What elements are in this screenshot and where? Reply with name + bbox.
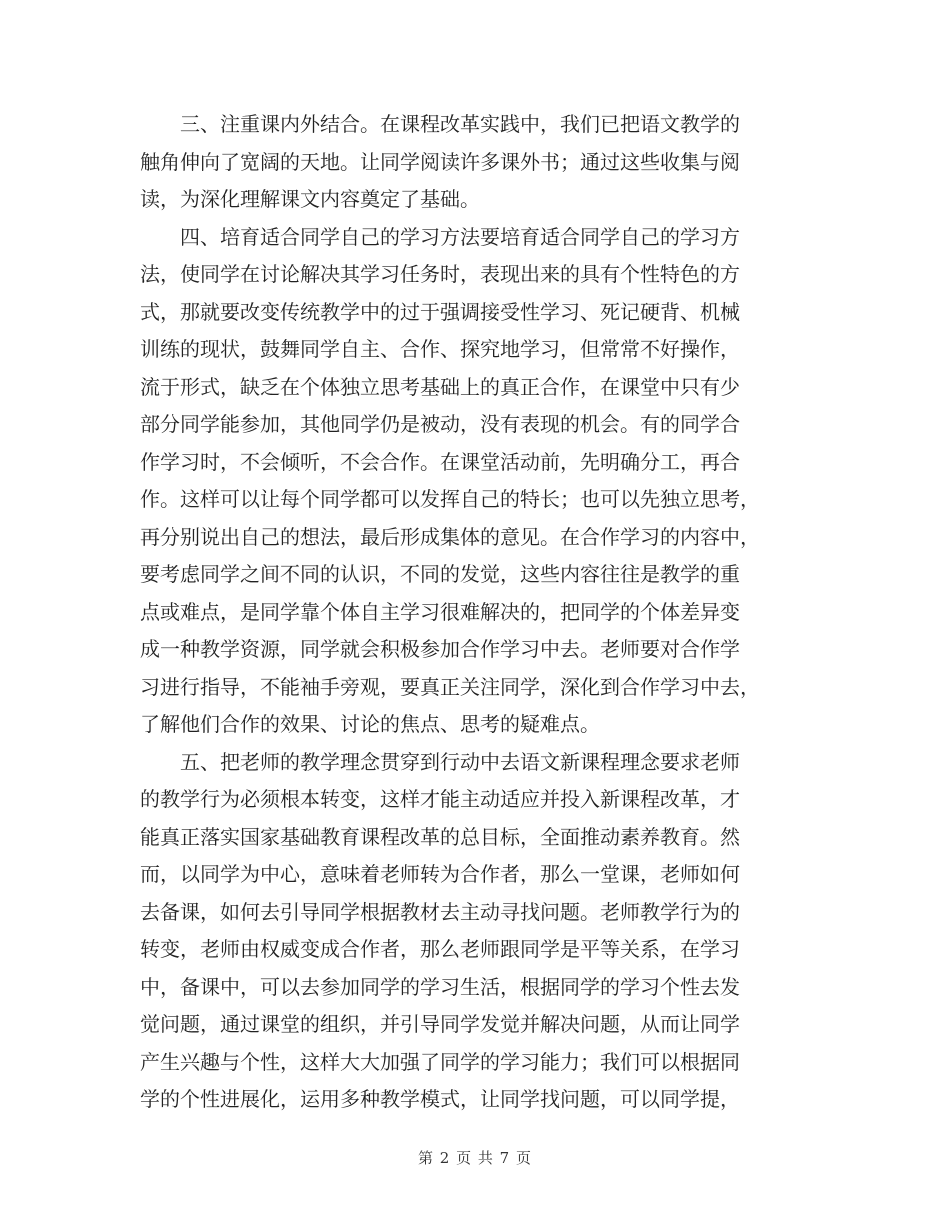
text-line: 而，以同学为中心，意味着老师转为合作者，那么一堂课，老师如何 bbox=[140, 862, 740, 886]
text-line: 点或难点，是同学靠个体自主学习很难解决的，把同学的个体差异变 bbox=[140, 599, 740, 624]
text-line: 流于形式，缺乏在个体独立思考基础上的真正合作，在课堂中只有少 bbox=[140, 374, 740, 399]
text-line: 五、把老师的教学理念贯穿到行动中去语文新课程理念要求老师 bbox=[140, 749, 740, 774]
text-line: 式，那就要改变传统教学中的过于强调接受性学习、死记硬背、机械 bbox=[140, 299, 740, 324]
page-footer: 第 2 页 共 7 页 bbox=[418, 1149, 532, 1167]
text-line: 再分别说出自己的想法，最后形成集体的意见。在合作学习的内容中， bbox=[140, 524, 760, 549]
text-line: 能真正落实国家基础教育课程改革的总目标，全面推动素养教育。然 bbox=[140, 824, 740, 849]
text-line: 训练的现状，鼓舞同学自主、合作、探究地学习，但常常不好操作， bbox=[140, 337, 740, 361]
body-text bbox=[140, 106, 812, 1119]
text-line: 学的个性进展化，运用多种教学模式，让同学找问题，可以同学提， bbox=[140, 1087, 740, 1111]
text-line: 转变，老师由权威变成合作者，那么老师跟同学是平等关系，在学习 bbox=[140, 937, 740, 961]
text-line: 了解他们合作的效果、讨论的焦点、思考的疑难点。 bbox=[140, 712, 600, 736]
text-line: 产生兴趣与个性，这样大大加强了同学的学习能力；我们可以根据同 bbox=[140, 1049, 740, 1074]
text-line: 觉问题，通过课堂的组织，并引导同学发觉并解决问题，从而让同学 bbox=[140, 1012, 740, 1036]
text-line: 成一种教学资源，同学就会积极参加合作学习中去。老师要对合作学 bbox=[140, 637, 740, 661]
text-line: 的教学行为必须根本转变，这样才能主动适应并投入新课程改革，才 bbox=[140, 787, 740, 811]
text-line: 触角伸向了宽阔的天地。让同学阅读许多课外书；通过这些收集与阅 bbox=[140, 149, 740, 174]
text-line: 读，为深化理解课文内容奠定了基础。 bbox=[140, 187, 480, 211]
text-line: 三、注重课内外结合。在课程改革实践中，我们已把语文教学的 bbox=[140, 112, 740, 136]
text-line: 法，使同学在讨论解决其学习任务时，表现出来的具有个性特色的方 bbox=[140, 262, 740, 286]
text-line: 四、培育适合同学自己的学习方法要培育适合同学自己的学习方 bbox=[140, 224, 740, 249]
text-line: 作学习时，不会倾听，不会合作。在课堂活动前，先明确分工，再合 bbox=[140, 449, 740, 474]
text-line: 部分同学能参加，其他同学仍是被动，没有表现的机会。有的同学合 bbox=[140, 412, 740, 436]
text-line: 习进行指导，不能袖手旁观，要真正关注同学，深化到合作学习中去， bbox=[140, 674, 760, 699]
text-line: 中，备课中，可以去参加同学的学习生活，根据同学的学习个性去发 bbox=[140, 974, 740, 999]
text-line: 去备课，如何去引导同学根据教材去主动寻找问题。老师教学行为的 bbox=[140, 899, 740, 924]
text-line: 作。这样可以让每个同学都可以发挥自己的特长；也可以先独立思考， bbox=[140, 487, 760, 511]
text-line: 要考虑同学之间不同的认识，不同的发觉，这些内容往往是教学的重 bbox=[140, 562, 740, 586]
